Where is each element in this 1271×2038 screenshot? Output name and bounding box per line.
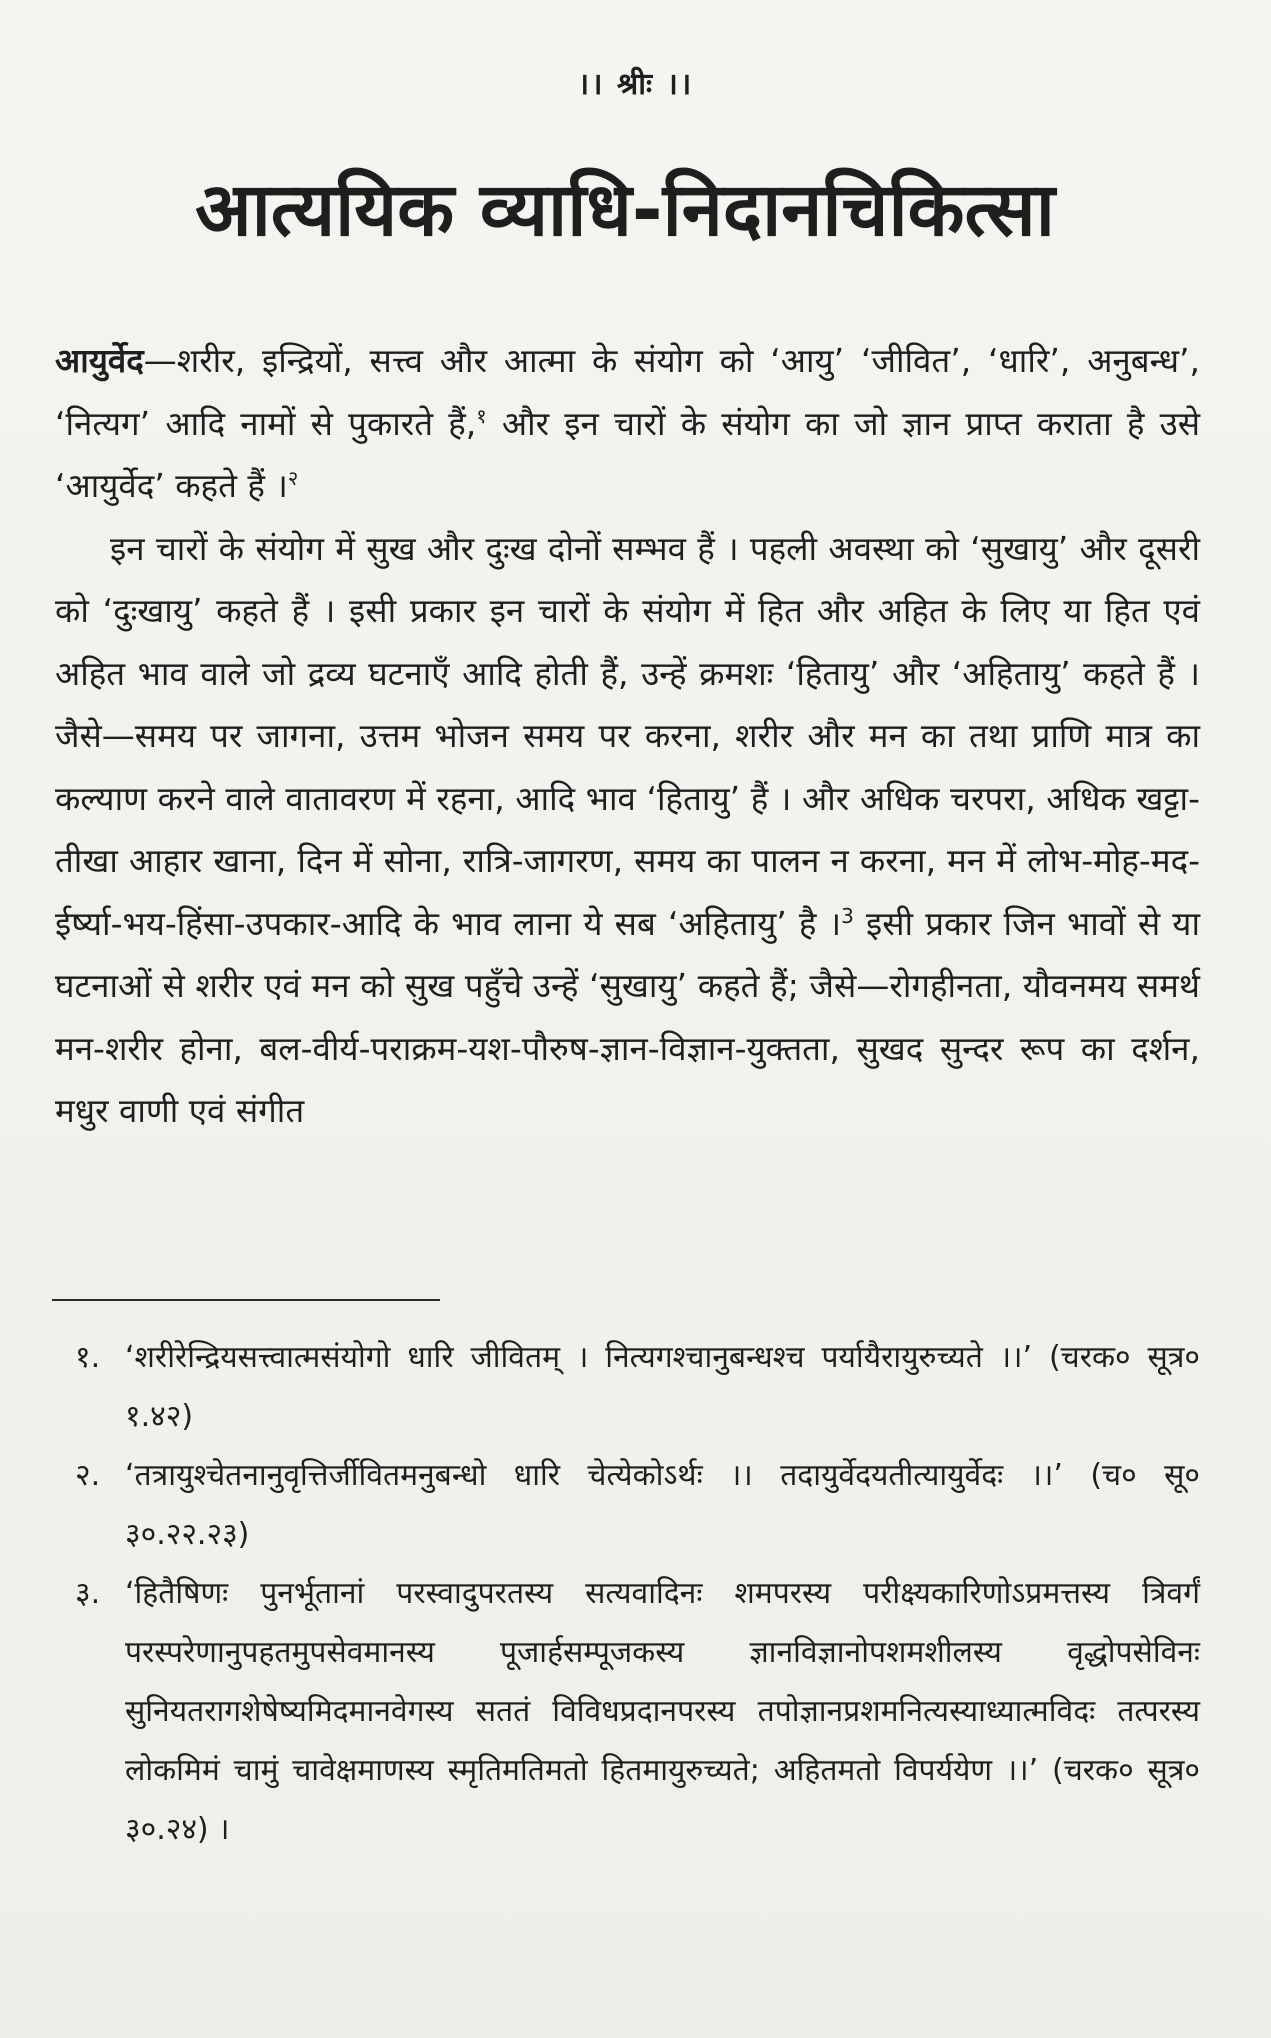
- footnote-divider: [52, 1299, 440, 1301]
- footnote-text: ‘तत्रायुश्चेतनानुवृत्तिर्जीवितमनुबन्धो धारि चेत्येकोऽर्थः ।। तदायुर्वेदयतीत्यायुर्वेदः ।।’ (च० सू० ३०.२२.२३): [125, 1458, 1200, 1552]
- footnotes: [75, 1328, 1200, 1859]
- paragraph-1-text: —शरीर, इन्द्रियों, सत्त्व और आत्मा के संयोग को ‘आयु’ ‘जीवित’, ‘धारि’, अनुबन्ध’, ‘नित्यग’ आदि नामों से पुकारते हैं,: [55, 341, 1200, 443]
- footnote-number: ३.: [75, 1576, 101, 1611]
- footnote-ref-3: 3: [841, 903, 854, 928]
- footnote-2: [75, 1446, 1200, 1564]
- main-text: [55, 330, 1200, 1143]
- footnote-ref-1: १: [476, 403, 487, 428]
- footnote-text: ‘शरीरेन्द्रियसत्त्वात्मसंयोगो धारि जीवितम् । नित्यगश्चानुबन्धश्च पर्यायैरायुरुच्यते ।।’ (चरक० सूत्र० १.४२): [125, 1340, 1200, 1434]
- paragraph-2: [55, 518, 1200, 1143]
- footnote-1: [75, 1328, 1200, 1446]
- footnote-number: २.: [75, 1458, 101, 1493]
- paragraph-2-text-cont: इसी प्रकार जिन भावों से या घटनाओं से शरीर एवं मन को सुख पहुँचे उन्हें ‘सुखायु’ कहते हैं; जैसे—रोगहीनता, यौवनमय समर्थ मन-शरीर होना, बल-वीर्य-पराक्रम-यश-पौरुष-ज्ञान-विज्ञान-युक्तता, सुखद सुन्दर रूप का दर्शन, मधुर वाणी एवं संगीत: [55, 903, 1200, 1130]
- footnote-ref-2: २: [287, 466, 299, 490]
- defined-term: आयुर्वेद: [55, 341, 144, 380]
- footnote-text: ‘हितैषिणः पुनर्भूतानां परस्वादुपरतस्य सत्यवादिनः शमपरस्य परीक्ष्यकारिणोऽप्रमत्तस्य त्रिवर्गं परस्परेणानुपहतमुपसेवमानस्य पूजार्हसम्पूजकस्य ज्ञानविज्ञानोपशमशीलस्य वृद्धोपसेविनः सुनियतरागशेषेष्यमिदमानवेगस्य सततं विविधप्रदानपरस्य तपोज्ञानप्रशमनित्यस्याध्यात्मविदः तत्परस्य लोकमिमं चामुं चावेक्षमाणस्य स्मृतिमतिमतो हितमायुरुच्यते; अहितमतो विपर्ययेण ।।’ (चरक० सूत्र० ३०.२४) ।: [125, 1576, 1200, 1847]
- paragraph-1-text-cont: और इन चारों के संयोग का जो ज्ञान प्राप्त कराता है उसे ‘आयुर्वेद’ कहते हैं ।: [55, 403, 1201, 505]
- footnote-number: १.: [75, 1340, 101, 1375]
- chapter-title: आत्ययिक व्याधि-निदानचिकित्सा: [195, 167, 1055, 253]
- paragraph-1: [55, 330, 1200, 518]
- invocation-heading: ।। श्रीः ।।: [577, 67, 694, 102]
- footnote-3: [75, 1564, 1200, 1859]
- paragraph-2-text: इन चारों के संयोग में सुख और दुःख दोनों सम्भव हैं । पहली अवस्था को ‘सुखायु’ और दूसरी को ‘दुःखायु’ कहते हैं । इसी प्रकार इन चारों के संयोग में हित और अहित के लिए या हित एवं अहित भाव वाले जो द्रव्य घटनाएँ आदि होती हैं, उन्हें क्रमशः ‘हितायु’ और ‘अहितायु’ कहते हैं । जैसे—समय पर जागना, उत्तम भोजन समय पर करना, शरीर और मन का तथा प्राणि मात्र का कल्याण करने वाले वातावरण में रहना, आदि भाव ‘हितायु’ हैं । और अधिक चरपरा, अधिक खट्टा-तीखा आहार खाना, दिन में सोना, रात्रि-जागरण, समय का पालन न करना, मन में लोभ-मोह-मद-ईर्ष्या-भय-हिंसा-उपकार-आदि के भाव लाना ये सब ‘अहितायु’ है ।: [55, 528, 1200, 943]
